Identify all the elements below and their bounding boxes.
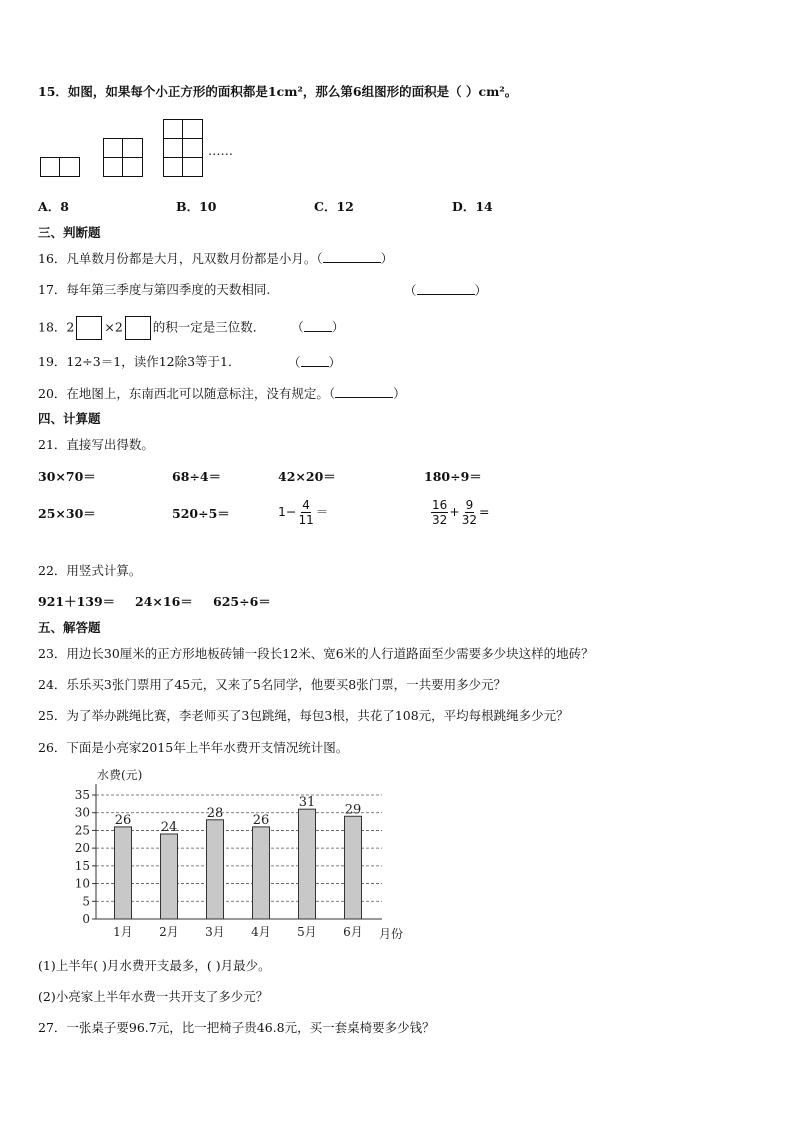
q15-figure-3: [163, 119, 203, 177]
q17-answer: （ ）: [404, 283, 488, 298]
q21-item-5: 25×30＝: [38, 506, 96, 521]
q21-fraction-expression-1: 1− $\frac{4}{11}$ ＝: [278, 498, 329, 527]
bar-value-label-2: 24: [160, 819, 178, 835]
section-4-heading: 四、计算题: [38, 411, 101, 426]
q21-fraction-expression-2: $\frac{16}{32}$ + $\frac{9}{32}$ =: [432, 498, 490, 527]
q17-text: 17．每年第三季度与第四季度的天数相同.: [38, 282, 271, 297]
q22-title: 22．用竖式计算。: [38, 563, 142, 578]
q17: [38, 282, 270, 298]
q21-item-1: 30×70＝: [38, 469, 96, 484]
q16-answer-blank[interactable]: [323, 250, 381, 263]
q15-figure-1: [40, 157, 80, 177]
q16: [38, 250, 393, 267]
q15-option-d: D．14: [452, 199, 493, 214]
q16-close: ）: [380, 251, 394, 266]
q16-text: 16．凡单数月份都是大月，凡双数月份都是小月。（: [38, 251, 323, 266]
q19-text: 19．12÷3＝1，读作12除3等于1．: [38, 354, 241, 369]
bar-value-label-4: 26: [252, 812, 270, 828]
q26-title: 26．下面是小亮家2015年上半年水费开支情况统计图。: [38, 740, 349, 755]
x-tick-label-2: 2月: [159, 925, 179, 939]
q21-item-4: 180÷9＝: [424, 469, 482, 484]
q17-answer-blank[interactable]: [417, 282, 475, 295]
q21-item-3: 42×20＝: [278, 469, 336, 484]
y-tick-label-15: 15: [74, 858, 90, 873]
q24: 24．乐乐买3张门票用了45元，又来了5名同学，他要买8张门票，一共要用多少元？: [38, 677, 507, 692]
bar-value-label-1: 26: [114, 812, 132, 828]
q27: 27．一张桌子要96.7元，比一把椅子贵46.8元，买一套桌椅要多少钱？: [38, 1020, 435, 1035]
q19-answer-blank[interactable]: [301, 354, 329, 367]
q20-close: ）: [393, 386, 406, 401]
q15-figure-2: [103, 138, 143, 177]
q15-option-b: B．10: [176, 199, 217, 214]
q18-digit-box-1[interactable]: [76, 316, 102, 340]
y-tick-label-35: 35: [74, 788, 90, 802]
bar-2: [161, 834, 178, 919]
section-3-heading: 三、判断题: [38, 225, 101, 240]
bar-6: [345, 816, 362, 919]
x-axis-label: 月份: [379, 927, 404, 941]
y-tick-label-20: 20: [74, 841, 90, 856]
bar-5: [299, 809, 316, 919]
x-tick-label-4: 4月: [251, 925, 271, 939]
x-tick-label-1: 1月: [113, 925, 133, 939]
q25: 25．为了举办跳绳比赛，李老师买了3包跳绳，每包3根，共花了108元，平均每根跳绳多少元？: [38, 708, 569, 723]
q22-item-1: 921＋139＝: [38, 594, 116, 609]
q18: 18．2 ×2 的积一定是三位数． （ ）: [38, 316, 344, 340]
q15-option-a: A．8: [38, 199, 69, 214]
section-5-heading: 五、解答题: [38, 620, 101, 635]
q15-ellipsis: ……: [208, 143, 233, 158]
q22-item-3: 625÷6＝: [213, 594, 271, 609]
q15-option-c: C．12: [314, 199, 354, 214]
q18-suffix: 的积一定是三位数．: [152, 319, 266, 335]
q18-answer-blank[interactable]: [304, 319, 332, 332]
x-tick-label-6: 6月: [343, 925, 363, 939]
q21-title: 21．直接写出得数。: [38, 437, 154, 452]
q20-text: 20．在地图上，东南西北可以随意标注，没有规定。（: [38, 386, 336, 401]
q26-sub2: (2)小亮家上半年水费一共开支了多少元？: [38, 989, 269, 1004]
q26-bar-chart: [60, 760, 420, 950]
q19-answer: （ ）: [288, 355, 342, 370]
bar-3: [207, 820, 224, 919]
y-tick-label-0: 0: [82, 912, 90, 926]
q21-item-2: 68÷4＝: [172, 469, 222, 484]
y-axis-label: 水费(元): [97, 768, 143, 782]
y-tick-label-30: 30: [74, 805, 90, 820]
q18-prefix: 18．2: [38, 319, 75, 335]
y-tick-label-25: 25: [74, 823, 90, 838]
q20-answer-blank[interactable]: [335, 385, 393, 398]
q18-digit-box-2[interactable]: [125, 316, 151, 340]
q21-item-6: 520÷5＝: [172, 506, 230, 521]
q26-sub1: (1)上半年( )月水费开支最多，( )月最少。: [38, 958, 271, 973]
q19: [38, 354, 241, 370]
bar-value-label-5: 31: [298, 795, 316, 811]
q23: 23．用边长30厘米的正方形地板砖铺一段长12米、宽6米的人行道路面至少需要多少块这样的地砖？: [38, 646, 594, 661]
bar-value-label-3: 28: [206, 805, 224, 821]
q20: [38, 385, 406, 402]
bar-4: [253, 827, 270, 919]
bar-value-label-6: 29: [344, 802, 362, 818]
x-tick-label-5: 5月: [297, 925, 317, 939]
bar-1: [115, 827, 132, 919]
q22-item-2: 24×16＝: [135, 594, 193, 609]
y-tick-label-5: 5: [82, 894, 90, 909]
q15-text: 15．如图，如果每个小正方形的面积都是1cm²，那么第6组图形的面积是（ ）cm²。: [38, 84, 518, 99]
y-tick-label-10: 10: [74, 876, 90, 891]
q18-times: ×2: [104, 319, 123, 335]
x-tick-label-3: 3月: [205, 925, 225, 939]
